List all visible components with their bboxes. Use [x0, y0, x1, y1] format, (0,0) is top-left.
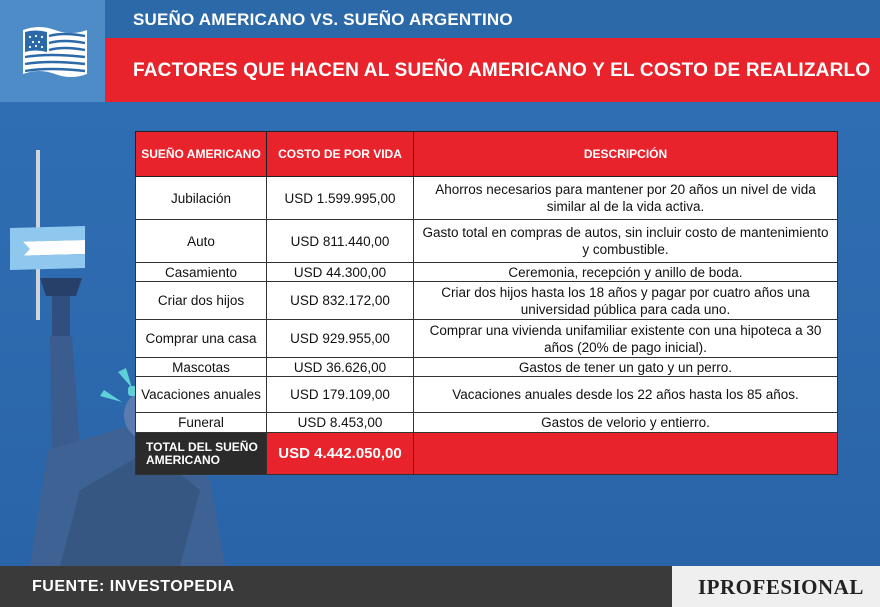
row-cost: USD 929.955,00: [267, 320, 414, 358]
total-row: [136, 433, 838, 475]
flag-box: [0, 0, 105, 102]
table-row: [136, 177, 838, 220]
row-description: Gastos de tener un gato y un perro.: [414, 358, 838, 377]
subtitle-bar: [0, 38, 880, 102]
row-description: Ceremonia, recepción y anillo de boda.: [414, 263, 838, 282]
row-category: Funeral: [136, 413, 267, 433]
row-cost: USD 36.626,00: [267, 358, 414, 377]
row-description: Comprar una vivienda unifamiliar existente con una hipoteca a 30 años (20% de pago inicial).: [414, 320, 838, 358]
row-description: Criar dos hijos hasta los 18 años y pagar por cuatro años una universidad pública para cada uno.: [414, 282, 838, 320]
row-cost: USD 811.440,00: [267, 220, 414, 263]
row-category: Casamiento: [136, 263, 267, 282]
brand-name: IPROFESIONAL: [698, 575, 864, 599]
row-category: Comprar una casa: [136, 320, 267, 358]
row-category: Mascotas: [136, 358, 267, 377]
source-label: FUENTE: INVESTOPEDIA: [32, 578, 235, 595]
total-description-cell: [414, 433, 838, 475]
total-cost: USD 4.442.050,00: [267, 433, 414, 475]
row-cost: USD 1.599.995,00: [267, 177, 414, 220]
table-row: [136, 320, 838, 358]
row-description: Vacaciones anuales desde los 22 años hasta los 85 años.: [414, 377, 838, 413]
header-bar: [0, 0, 880, 38]
row-category: Auto: [136, 220, 267, 263]
header-subtitle: FACTORES QUE HACEN AL SUEÑO AMERICANO Y EL COSTO DE REALIZARLO: [133, 60, 871, 81]
header-title: SUEÑO AMERICANO VS. SUEÑO ARGENTINO: [133, 10, 513, 29]
row-description: Gasto total en compras de autos, sin incluir costo de mantenimiento y combustible.: [414, 220, 838, 263]
row-description: Gastos de velorio y entierro.: [414, 413, 838, 433]
row-cost: USD 832.172,00: [267, 282, 414, 320]
table-row: [136, 220, 838, 263]
row-cost: USD 44.300,00: [267, 263, 414, 282]
table-header-row: [136, 132, 838, 177]
brand-logo: [672, 566, 880, 607]
row-cost: USD 179.109,00: [267, 377, 414, 413]
us-flag-icon: [19, 24, 91, 80]
row-cost: USD 8.453,00: [267, 413, 414, 433]
row-category: Vacaciones anuales: [136, 377, 267, 413]
cost-table: [135, 131, 838, 475]
table-row: [136, 282, 838, 320]
row-description: Ahorros necesarios para mantener por 20 años un nivel de vida similar al de la vida activa.: [414, 177, 838, 220]
footer-bar: [0, 566, 880, 607]
column-header-cost: COSTO DE POR VIDA: [267, 132, 414, 177]
table-row: [136, 358, 838, 377]
table-row: [136, 377, 838, 413]
column-header-category: SUEÑO AMERICANO: [136, 132, 267, 177]
column-header-description: DESCRIPCIÓN: [414, 132, 838, 177]
row-category: Jubilación: [136, 177, 267, 220]
table-row: [136, 263, 838, 282]
total-label: TOTAL DEL SUEÑO AMERICANO: [136, 433, 267, 475]
row-category: Criar dos hijos: [136, 282, 267, 320]
table-row: [136, 413, 838, 433]
